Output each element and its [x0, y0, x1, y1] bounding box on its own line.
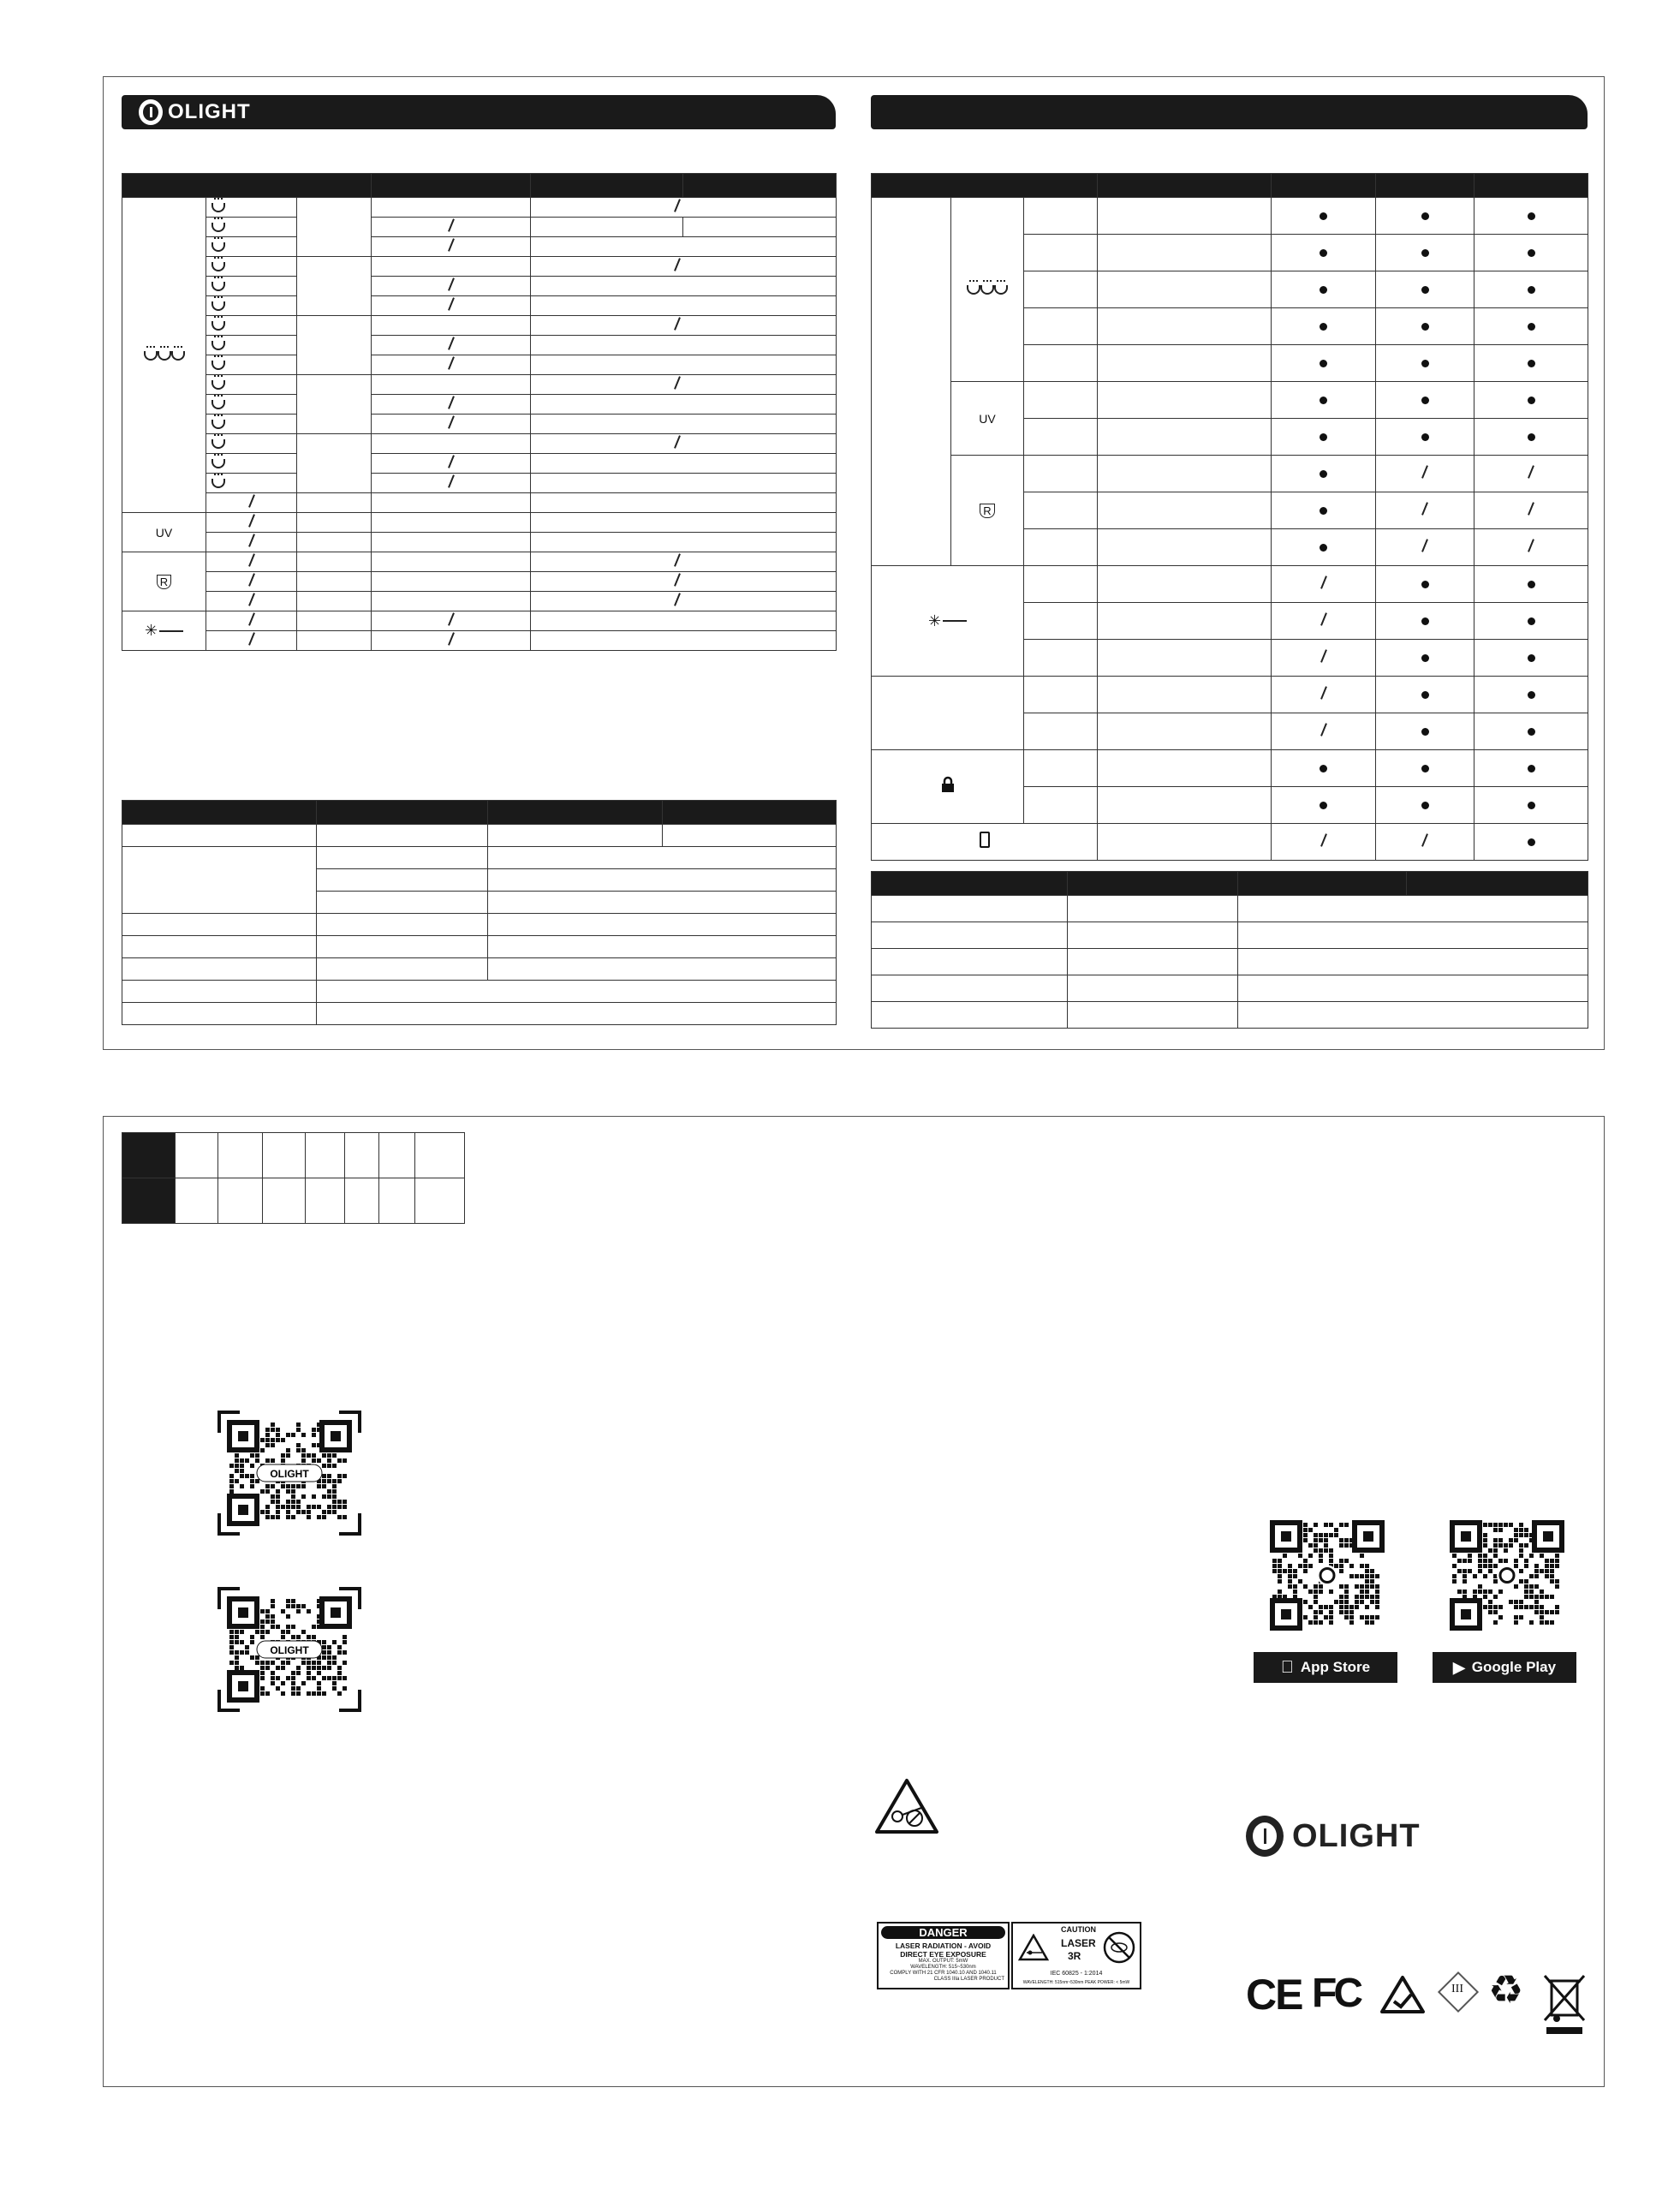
table-row	[122, 1178, 465, 1224]
supported-dot	[1320, 323, 1327, 331]
supported-dot	[1320, 286, 1327, 294]
table-row	[122, 1003, 837, 1025]
qr-brand-label: OLIGHT	[270, 1468, 309, 1480]
supported-dot	[1421, 617, 1429, 625]
table-row	[872, 896, 1588, 922]
table-row	[872, 824, 1588, 861]
lamp-icon	[211, 439, 225, 449]
caution-small: WAVELENGTH: 515nm~530nm PEAK POWER: < 5mW	[1022, 1980, 1130, 1985]
class3-mark	[1439, 1972, 1476, 2010]
lamp-icon	[211, 262, 225, 271]
slash-mark	[448, 415, 455, 429]
supported-dot	[1421, 728, 1429, 736]
table-row	[122, 981, 837, 1003]
table-row	[122, 434, 837, 454]
slash-mark	[1421, 502, 1428, 516]
table-row	[122, 218, 837, 237]
supported-dot	[1320, 360, 1327, 367]
slash-mark	[674, 435, 681, 449]
qr-pattern	[1259, 1509, 1396, 1642]
table-row	[122, 277, 837, 296]
slash-mark	[448, 612, 455, 626]
slash-mark	[448, 297, 455, 311]
table-row	[122, 533, 837, 552]
white-light-cell	[951, 198, 1024, 382]
slash-mark	[674, 376, 681, 390]
table-row	[122, 474, 837, 493]
class3-label: III	[1451, 1983, 1463, 1995]
light-mode-cell	[872, 198, 951, 566]
supported-dot	[1421, 765, 1429, 772]
table-row	[122, 958, 837, 981]
lamp-icon	[158, 351, 171, 361]
table-row	[122, 375, 837, 395]
caution-title: CAUTION	[1061, 1925, 1096, 1934]
danger-wavelength: WAVELENGTH: 515~530nm	[910, 1965, 976, 1970]
table-row	[122, 552, 837, 572]
lamp-icon	[211, 361, 225, 370]
supported-dot	[1320, 433, 1327, 441]
slash-mark	[1320, 612, 1327, 626]
lamp-icon	[211, 321, 225, 331]
app-store-button[interactable]: App Store	[1254, 1652, 1397, 1683]
supported-dot	[1320, 544, 1327, 552]
olight-logo-icon	[139, 99, 163, 125]
slash-mark	[248, 573, 255, 587]
lock-icon	[941, 776, 955, 793]
laser-mode-cell	[122, 611, 206, 651]
green-laser-icon: ✳	[145, 622, 183, 640]
caution-laser: LASER	[1061, 1937, 1096, 1949]
table-row	[872, 382, 1588, 419]
supported-dot	[1421, 397, 1429, 404]
right-header-bar	[871, 95, 1588, 129]
table-row	[122, 296, 837, 316]
supported-dot	[1528, 765, 1535, 772]
table-row	[122, 847, 837, 869]
table-row	[122, 355, 837, 375]
red-cell	[951, 456, 1024, 566]
olight-logo-footer	[1246, 1816, 1421, 1857]
caution-label	[1011, 1922, 1141, 1989]
laser-warning-icon	[873, 1777, 940, 1835]
supported-dot	[1320, 397, 1327, 404]
lamp-icon	[211, 341, 225, 350]
recycle-icon: ♻	[1488, 1967, 1524, 2012]
lamp-icon	[211, 479, 225, 488]
danger-line1: LASER RADIATION - AVOID	[895, 1941, 992, 1950]
feature-table	[871, 173, 1588, 861]
slash-mark	[674, 317, 681, 331]
supported-dot	[1320, 802, 1327, 809]
supported-dot	[1421, 323, 1429, 331]
red-light-icon: R	[980, 504, 994, 518]
supported-dot	[1320, 470, 1327, 478]
table-row	[122, 395, 837, 415]
lockout-cell	[872, 750, 1024, 824]
supported-dot	[1320, 507, 1327, 515]
supported-dot	[1528, 360, 1535, 367]
lamp-icon	[211, 400, 225, 409]
table-header-row	[122, 174, 837, 198]
supported-dot	[1320, 249, 1327, 257]
slash-mark	[448, 396, 455, 409]
lamp-icon	[994, 285, 1008, 295]
supported-dot	[1320, 212, 1327, 220]
slash-mark	[248, 534, 255, 547]
table-row	[872, 677, 1588, 713]
table-row	[122, 1133, 465, 1178]
caution-std: IEC 60825 - 1:2014	[1050, 1971, 1103, 1977]
olight-logo-header	[139, 99, 251, 125]
fcc-mark: FC	[1312, 1971, 1360, 2016]
brand-name-footer: OLIGHT	[1292, 1817, 1421, 1854]
table-row	[122, 631, 837, 651]
table-row	[122, 415, 837, 434]
battery-icon	[980, 832, 990, 848]
lamp-icon	[144, 351, 158, 361]
table-header-row	[122, 801, 837, 825]
table-row	[872, 198, 1588, 235]
table-row	[872, 566, 1588, 603]
table-row	[122, 825, 837, 847]
uv-cell	[951, 382, 1024, 456]
size-grid	[122, 1132, 465, 1224]
white-light-mode-cell	[122, 198, 206, 513]
slash-mark	[448, 474, 455, 488]
slash-mark	[248, 612, 255, 626]
slash-mark	[248, 514, 255, 528]
lamp-icon	[211, 420, 225, 429]
table-row	[872, 922, 1588, 949]
table-row	[872, 949, 1588, 975]
slash-mark	[248, 593, 255, 606]
slash-mark	[1320, 576, 1327, 589]
supported-dot	[1528, 728, 1535, 736]
supported-dot	[1421, 212, 1429, 220]
supported-dot	[1421, 581, 1429, 588]
slash-mark	[674, 258, 681, 271]
table-row	[872, 750, 1588, 787]
table-row	[122, 257, 837, 277]
supported-dot	[1320, 765, 1327, 772]
slash-mark	[1320, 649, 1327, 663]
qr-pattern	[216, 1409, 363, 1537]
battery-cell	[872, 824, 1098, 861]
slash-mark	[674, 573, 681, 587]
table-row	[122, 237, 837, 257]
supported-dot	[1528, 249, 1535, 257]
laser-cell	[872, 566, 1024, 677]
olight-logo-icon	[1246, 1816, 1284, 1857]
lamp-icon	[211, 380, 225, 390]
laser-hazard-icon	[1018, 1934, 1049, 1961]
supported-dot	[1528, 323, 1535, 331]
supported-dot	[1528, 802, 1535, 809]
slash-mark	[674, 593, 681, 606]
supported-dot	[1421, 433, 1429, 441]
slash-mark	[1528, 465, 1534, 479]
table-row	[122, 936, 837, 958]
table-row	[122, 336, 837, 355]
slash-mark	[1421, 833, 1428, 847]
lamp-icon	[211, 459, 225, 468]
brand-name: OLIGHT	[168, 100, 251, 123]
danger-comply: COMPLY WITH 21 CFR 1040.10 AND 1040.11	[890, 1971, 997, 1976]
combo-cell	[872, 677, 1024, 750]
table-row	[872, 456, 1588, 492]
qr-code-google-play[interactable]	[1439, 1509, 1576, 1642]
lamp-icon	[967, 285, 980, 295]
danger-line2: DIRECT EYE EXPOSURE	[900, 1950, 986, 1959]
supported-dot	[1528, 286, 1535, 294]
ce-mark: CE	[1246, 1971, 1302, 2019]
qr-pattern	[216, 1585, 363, 1714]
table-row	[122, 914, 837, 936]
table-row	[122, 611, 837, 631]
no-eye-icon	[1102, 1930, 1136, 1965]
slash-mark	[448, 356, 455, 370]
slash-mark	[1320, 686, 1327, 700]
green-laser-icon: ✳	[928, 612, 967, 630]
play-icon: ▶	[1452, 1658, 1465, 1676]
supported-dot	[1421, 802, 1429, 809]
slash-mark	[448, 238, 455, 252]
slash-mark	[674, 199, 681, 212]
table-row	[122, 592, 837, 611]
lamp-icon	[171, 351, 185, 361]
table-row	[122, 513, 837, 533]
supported-dot	[1528, 433, 1535, 441]
supported-dot	[1528, 397, 1535, 404]
table-row	[122, 454, 837, 474]
uv-icon: UV	[979, 411, 996, 426]
apple-icon	[1281, 1658, 1294, 1678]
table-row	[122, 572, 837, 592]
qr-code-video[interactable]	[216, 1585, 363, 1714]
slash-mark	[248, 553, 255, 567]
qr-code-app-store[interactable]	[1259, 1509, 1396, 1642]
slash-mark	[448, 218, 455, 232]
spec-table	[871, 871, 1588, 1029]
qr-code-manual[interactable]	[216, 1409, 363, 1537]
slash-mark	[248, 494, 255, 508]
qr-brand-label: OLIGHT	[270, 1644, 309, 1656]
slash-mark	[1320, 833, 1327, 847]
table-row	[872, 975, 1588, 1002]
supported-dot	[1421, 654, 1429, 662]
table-row	[122, 198, 837, 218]
supported-dot	[1528, 212, 1535, 220]
lamp-icon	[211, 301, 225, 311]
slash-mark	[1320, 723, 1327, 737]
table-row	[122, 493, 837, 513]
uv-mode-cell	[122, 513, 206, 552]
lamp-icon	[211, 203, 225, 212]
slash-mark	[248, 632, 255, 646]
supported-dot	[1421, 286, 1429, 294]
slash-mark	[1528, 539, 1534, 552]
supported-dot	[1528, 691, 1535, 699]
supported-dot	[1528, 838, 1535, 846]
lamp-icon	[211, 242, 225, 252]
weee-bin-icon	[1541, 1974, 1588, 2036]
supported-dot	[1528, 654, 1535, 662]
lamp-icon	[980, 285, 994, 295]
danger-title: DANGER	[881, 1926, 1005, 1939]
table-row	[122, 316, 837, 336]
slash-mark	[448, 277, 455, 291]
supported-dot	[1528, 617, 1535, 625]
danger-output: MAX. OUTPUT: 5mW	[918, 1959, 968, 1964]
supported-dot	[1421, 249, 1429, 257]
output-table	[122, 173, 837, 651]
caution-class: 3R	[1068, 1950, 1081, 1962]
supported-dot	[1421, 691, 1429, 699]
supported-dot	[1421, 360, 1429, 367]
danger-class: CLASS IIIa LASER PRODUCT	[933, 1977, 1004, 1982]
slash-mark	[448, 337, 455, 350]
red-mode-cell	[122, 552, 206, 611]
table-header-row	[872, 174, 1588, 198]
supported-dot	[1528, 581, 1535, 588]
qr-pattern	[1439, 1509, 1576, 1642]
rcm-mark	[1379, 1974, 1427, 2015]
slash-mark	[674, 553, 681, 567]
slash-mark	[448, 632, 455, 646]
runtime-table	[122, 800, 837, 1025]
table-row	[872, 1002, 1588, 1029]
red-light-icon: R	[157, 575, 171, 589]
danger-label	[877, 1922, 1010, 1989]
slash-mark	[1421, 539, 1428, 552]
google-play-button[interactable]: ▶ Google Play	[1433, 1652, 1576, 1683]
slash-mark	[1528, 502, 1534, 516]
slash-mark	[1421, 465, 1428, 479]
lamp-icon	[211, 223, 225, 232]
lamp-icon	[211, 282, 225, 291]
table-header-row	[872, 872, 1588, 896]
uv-icon: UV	[155, 525, 173, 540]
slash-mark	[448, 455, 455, 468]
